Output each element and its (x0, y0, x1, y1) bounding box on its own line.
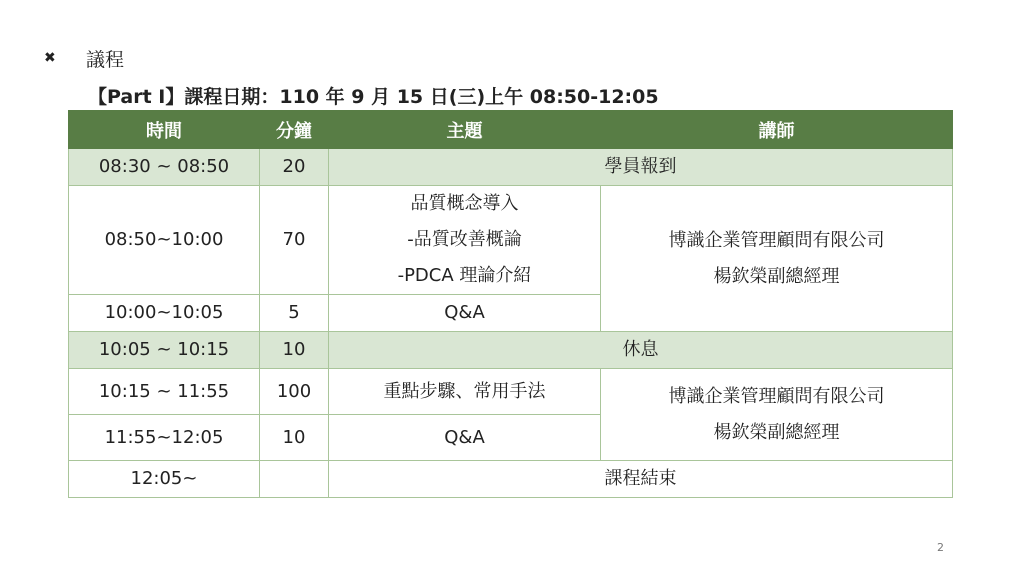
agenda-heading (44, 44, 124, 72)
topic-cell: Q&A (329, 295, 601, 332)
topic-cell: 學員報到 (329, 149, 953, 186)
topic-cell (329, 186, 601, 295)
page-number: 2 (937, 541, 944, 554)
bullet-icon: ✖ (44, 50, 56, 66)
table-row (69, 461, 953, 498)
time-cell: 08:50~10:00 (69, 186, 260, 295)
table-header-row (69, 111, 953, 149)
topic-line: 品質概念導入 (410, 193, 519, 214)
minutes-cell: 100 (260, 369, 329, 415)
topic-line: -品質改善概論 (407, 229, 522, 250)
instructor-company: 博識企業管理顧問有限公司 (668, 229, 885, 251)
header-minutes: 分鐘 (260, 111, 329, 149)
header-time: 時間 (69, 111, 260, 149)
topic-cell: 課程結束 (329, 461, 953, 498)
minutes-cell: 10 (260, 415, 329, 461)
instructor-company: 博識企業管理顧問有限公司 (668, 385, 885, 407)
agenda-table (68, 110, 953, 498)
time-cell: 10:05 ~ 10:15 (69, 332, 260, 369)
session-title: 【Part I】課程日期：110 年 9 月 15 日(三)上午 08:50-12:05 (88, 86, 659, 108)
table-row (69, 369, 953, 415)
minutes-cell: 5 (260, 295, 329, 332)
time-cell: 10:15 ~ 11:55 (69, 369, 260, 415)
agenda-heading-label: 議程 (86, 48, 125, 71)
topic-line: -PDCA 理論介紹 (397, 265, 532, 286)
header-topic: 主題 (329, 111, 601, 149)
time-cell: 12:05~ (69, 461, 260, 498)
minutes-cell: 20 (260, 149, 329, 186)
minutes-cell: 70 (260, 186, 329, 295)
table-row (69, 186, 953, 295)
instructor-name: 楊欽榮副總經理 (713, 421, 840, 443)
instructor-cell (601, 369, 953, 461)
topic-cell: 重點步驟、常用手法 (329, 369, 601, 415)
time-cell: 10:00~10:05 (69, 295, 260, 332)
time-cell: 11:55~12:05 (69, 415, 260, 461)
topic-cell: Q&A (329, 415, 601, 461)
minutes-cell (260, 461, 329, 498)
table-row (69, 149, 953, 186)
header-instructor: 講師 (601, 111, 953, 149)
instructor-name: 楊欽榮副總經理 (713, 265, 840, 287)
table-row (69, 332, 953, 369)
time-cell: 08:30 ~ 08:50 (69, 149, 260, 186)
minutes-cell: 10 (260, 332, 329, 369)
instructor-cell (601, 186, 953, 332)
topic-cell: 休息 (329, 332, 953, 369)
